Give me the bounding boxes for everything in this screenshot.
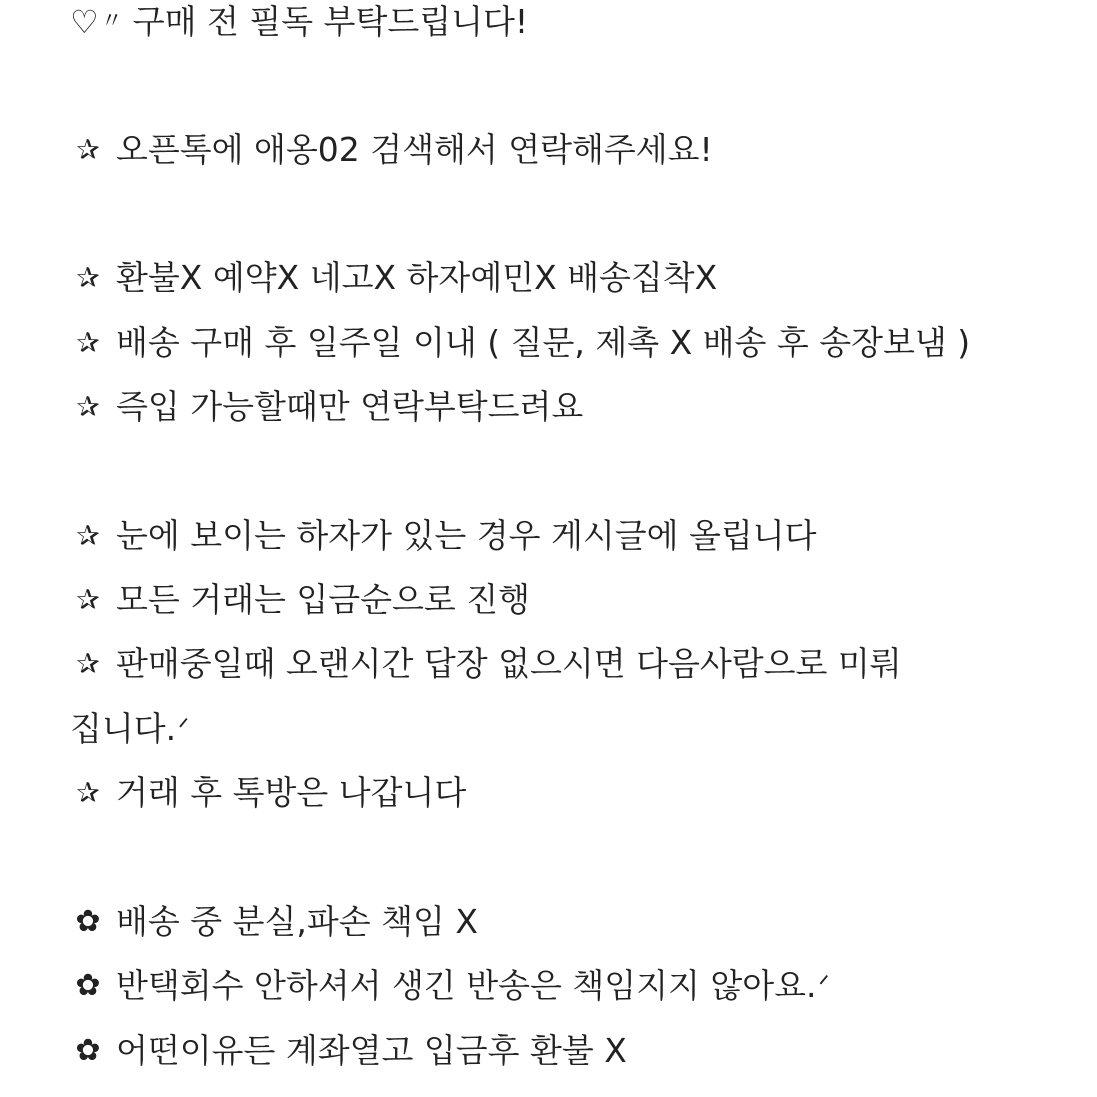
line-order xyxy=(70,575,530,625)
line-openchat xyxy=(70,125,713,175)
flower-icon: ✿ xyxy=(75,968,101,1003)
line-text: 환불X 예약X 네고X 하자예민X 배송집착X xyxy=(116,258,718,297)
star-outline-icon: ✰ xyxy=(76,583,100,616)
flower-icon: ✿ xyxy=(75,904,101,939)
line-reply-cont xyxy=(70,704,189,754)
line-text: 즉입 가능할때만 연락부탁드려요 xyxy=(116,387,584,426)
line-text: 모든 거래는 입금순으로 진행 xyxy=(116,580,531,619)
line-reply xyxy=(70,639,902,689)
star-outline-icon: ✰ xyxy=(76,261,100,294)
notice-title xyxy=(70,0,528,47)
line-text: 배송 구매 후 일주일 이내 ( 질문, 제촉 X 배송 후 송장보냄 ) xyxy=(116,323,971,362)
double-stroke-deco: 〃 xyxy=(100,9,123,34)
star-outline-icon: ✰ xyxy=(76,776,100,809)
line-rule-immediate xyxy=(70,382,583,432)
flower-icon: ✿ xyxy=(75,1033,101,1068)
line-text: 눈에 보이는 하자가 있는 경우 게시글에 올립니다 xyxy=(116,516,817,555)
star-outline-icon: ✰ xyxy=(76,390,100,423)
line-leave xyxy=(70,768,466,818)
line-text: 판매중일때 오랜시간 답장 없으시면 다음사람으로 미뤄 xyxy=(116,644,902,683)
line-text: 배송 중 분실,파손 책임 X xyxy=(116,902,478,941)
tick-mark: ᐟ xyxy=(178,714,190,744)
line-text: 오픈톡에 애옹02 검색해서 연락해주세요! xyxy=(116,130,713,169)
line-text: 거래 후 톡방은 나갑니다 xyxy=(116,773,467,812)
star-outline-icon: ✰ xyxy=(76,133,100,166)
star-outline-icon: ✰ xyxy=(76,326,100,359)
line-rule-shipping xyxy=(70,318,970,368)
line-return xyxy=(70,961,830,1011)
title-text: 구매 전 필독 부탁드립니다! xyxy=(132,2,529,41)
heart-outline-icon: ♡ xyxy=(70,3,99,41)
tick-mark: ᐟ xyxy=(818,971,830,1001)
line-text: 집니다. xyxy=(70,709,177,748)
star-outline-icon: ✰ xyxy=(76,519,100,552)
line-text: 어떤이유든 계좌열고 입금후 환불 X xyxy=(116,1031,627,1070)
star-outline-icon: ✰ xyxy=(76,647,100,680)
line-no-refund xyxy=(70,1026,627,1076)
line-defect xyxy=(70,511,817,561)
line-loss xyxy=(70,897,478,947)
line-text: 반택회수 안하셔서 생긴 반송은 책임지지 않아요. xyxy=(116,966,817,1005)
line-rule-refund xyxy=(70,253,717,303)
